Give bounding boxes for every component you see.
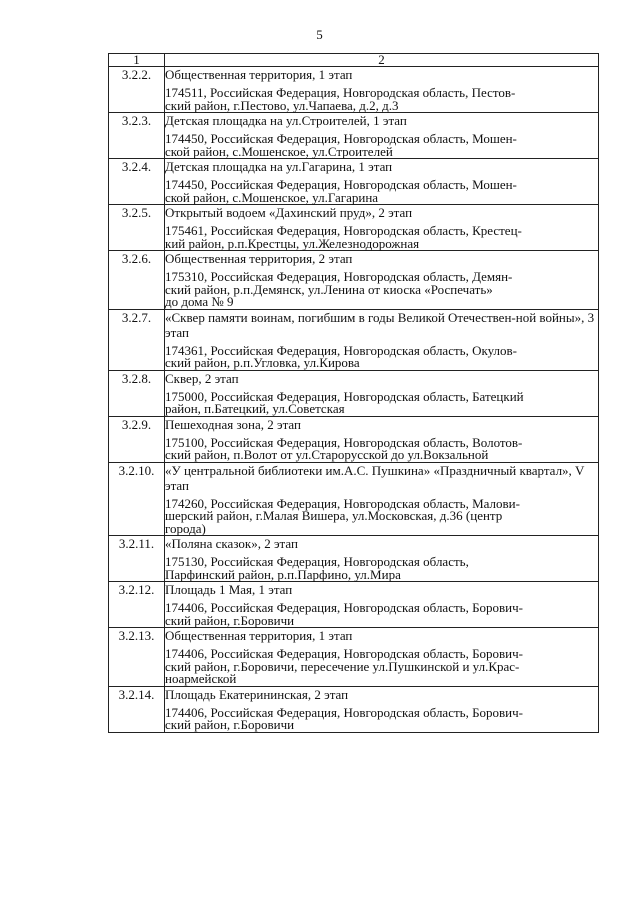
address-line: ский район, г.Пестово, ул.Чапаева, д.2, д.3	[165, 97, 399, 113]
item-content	[165, 67, 599, 113]
item-title: Детская площадка на ул.Гагарина, 1 этап	[165, 159, 393, 174]
address-line: район, п.Батецкий, ул.Советская	[165, 401, 345, 416]
address-line: ской район, с.Мошенское, ул.Строителей	[165, 143, 393, 159]
item-number: 3.2.10.	[109, 462, 165, 536]
item-address	[165, 87, 598, 112]
address-line: до дома № 9	[165, 294, 234, 309]
item-title: Детская площадка на ул.Строителей, 1 этап	[165, 113, 407, 128]
item-title: Площадь Екатерининская, 2 этап	[165, 686, 349, 702]
address-line: ской район, с.Мошенское, ул.Гагарина	[165, 189, 379, 205]
address-line: ский район, р.п.Угловка, ул.Кирова	[165, 355, 360, 370]
address-line: кий район, р.п.Крестцы, ул.Железнодорожная	[165, 235, 420, 251]
address-line: 175000, Российская Федерация, Новгородская область, Батецкий	[165, 388, 524, 404]
item-title: «Поляна сказок», 2 этап	[165, 536, 298, 551]
address-line: 174406, Российская Федерация, Новгородская область, Борович-	[165, 600, 524, 615]
table-row	[109, 159, 599, 205]
address-line: 175130, Российская Федерация, Новгородская область,	[165, 554, 469, 569]
address-line: 175100, Российская Федерация, Новгородская область, Волотов-	[165, 434, 523, 450]
address-line: ский район, п.Волот от ул.Старорусской до ул.Вокзальной	[165, 447, 489, 462]
item-number: 3.2.6.	[109, 251, 165, 310]
item-number: 3.2.13.	[109, 628, 165, 687]
item-content	[165, 416, 599, 462]
item-content	[165, 462, 599, 536]
item-number: 3.2.12.	[109, 582, 165, 628]
item-address	[165, 434, 598, 462]
item-address	[165, 133, 598, 158]
table-row	[109, 536, 599, 582]
item-title: «У центральной библиотеки им.А.С. Пушкина» «Праздничный квартал», V этап	[165, 462, 585, 493]
address-line: 174260, Российская Федерация, Новгородская область, Малови-	[165, 495, 520, 511]
address-line: 174406, Российская Федерация, Новгородская область, Борович-	[165, 646, 524, 661]
address-line: 174406, Российская Федерация, Новгородская область, Борович-	[165, 704, 524, 720]
item-address	[165, 556, 598, 581]
item-number: 3.2.8.	[109, 370, 165, 416]
column-header-1: 1	[109, 54, 165, 67]
address-line: ский район, г.Боровичи	[165, 717, 295, 732]
address-line: ский район, р.п.Демянск, ул.Ленина от киоска «Роспечать»	[165, 281, 493, 297]
item-number: 3.2.11.	[109, 536, 165, 582]
header-row	[109, 54, 599, 67]
item-address	[165, 179, 598, 204]
item-title: Сквер, 2 этап	[165, 370, 239, 386]
item-content	[165, 370, 599, 416]
item-number: 3.2.4.	[109, 159, 165, 205]
table-row	[109, 686, 599, 732]
table-body	[109, 67, 599, 733]
item-content	[165, 113, 599, 159]
table-row	[109, 205, 599, 251]
address-line: шерский район, г.Малая Вишера, ул.Московская, д.36 (центр	[165, 508, 503, 523]
item-title: Пешеходная зона, 2 этап	[165, 416, 301, 432]
item-content	[165, 309, 599, 370]
item-title: Общественная территория, 1 этап	[165, 67, 353, 82]
item-content	[165, 686, 599, 732]
table-row	[109, 67, 599, 113]
item-title: Площадь 1 Мая, 1 этап	[165, 582, 293, 597]
item-title: Общественная территория, 1 этап	[165, 628, 353, 643]
address-line: 174361, Российская Федерация, Новгородская область, Окулов-	[165, 342, 517, 358]
item-content	[165, 159, 599, 205]
item-number: 3.2.5.	[109, 205, 165, 251]
address-line: ноармейской	[165, 671, 237, 686]
address-line: 174511, Российская Федерация, Новгородская область, Пестов-	[165, 85, 516, 100]
address-line: 175461, Российская Федерация, Новгородская область, Крестец-	[165, 223, 522, 238]
page-number: 5	[316, 27, 323, 42]
address-line: 175310, Российская Федерация, Новгородская область, Демян-	[165, 269, 513, 284]
item-address	[165, 271, 598, 309]
table-row	[109, 462, 599, 536]
item-number: 3.2.3.	[109, 113, 165, 159]
item-content	[165, 582, 599, 628]
item-address	[165, 225, 598, 250]
item-address	[165, 388, 598, 416]
table-row	[109, 370, 599, 416]
item-address	[165, 495, 598, 536]
address-line: 174450, Российская Федерация, Новгородская область, Мошен-	[165, 131, 517, 146]
item-number: 3.2.14.	[109, 686, 165, 732]
table-row	[109, 251, 599, 310]
item-number: 3.2.9.	[109, 416, 165, 462]
address-line: города)	[165, 520, 206, 536]
item-number: 3.2.7.	[109, 309, 165, 370]
address-line: ский район, г.Боровичи	[165, 612, 295, 628]
table-row	[109, 416, 599, 462]
item-content	[165, 251, 599, 310]
address-line: 174450, Российская Федерация, Новгородская область, Мошен-	[165, 177, 517, 192]
item-address	[165, 648, 598, 686]
item-content	[165, 536, 599, 582]
table-row	[109, 113, 599, 159]
item-title: Открытый водоем «Дахинский пруд», 2 этап	[165, 205, 413, 220]
column-header-2: 2	[165, 54, 599, 67]
item-address	[165, 342, 598, 370]
item-address	[165, 704, 598, 732]
table-row	[109, 309, 599, 370]
table-row	[109, 628, 599, 687]
item-number: 3.2.2.	[109, 67, 165, 113]
item-address	[165, 602, 598, 627]
item-title: «Сквер памяти воинам, погибшим в годы Великой Отечествен-ной войны», 3 этап	[165, 309, 595, 340]
address-line: Парфинский район, р.п.Парфино, ул.Мира	[165, 566, 401, 582]
objects-table	[108, 53, 599, 733]
item-content	[165, 205, 599, 251]
item-content	[165, 628, 599, 687]
address-line: ский район, г.Боровичи, пересечение ул.Пушкинской и ул.Крас-	[165, 658, 520, 674]
item-title: Общественная территория, 2 этап	[165, 251, 353, 266]
table-row	[109, 582, 599, 628]
